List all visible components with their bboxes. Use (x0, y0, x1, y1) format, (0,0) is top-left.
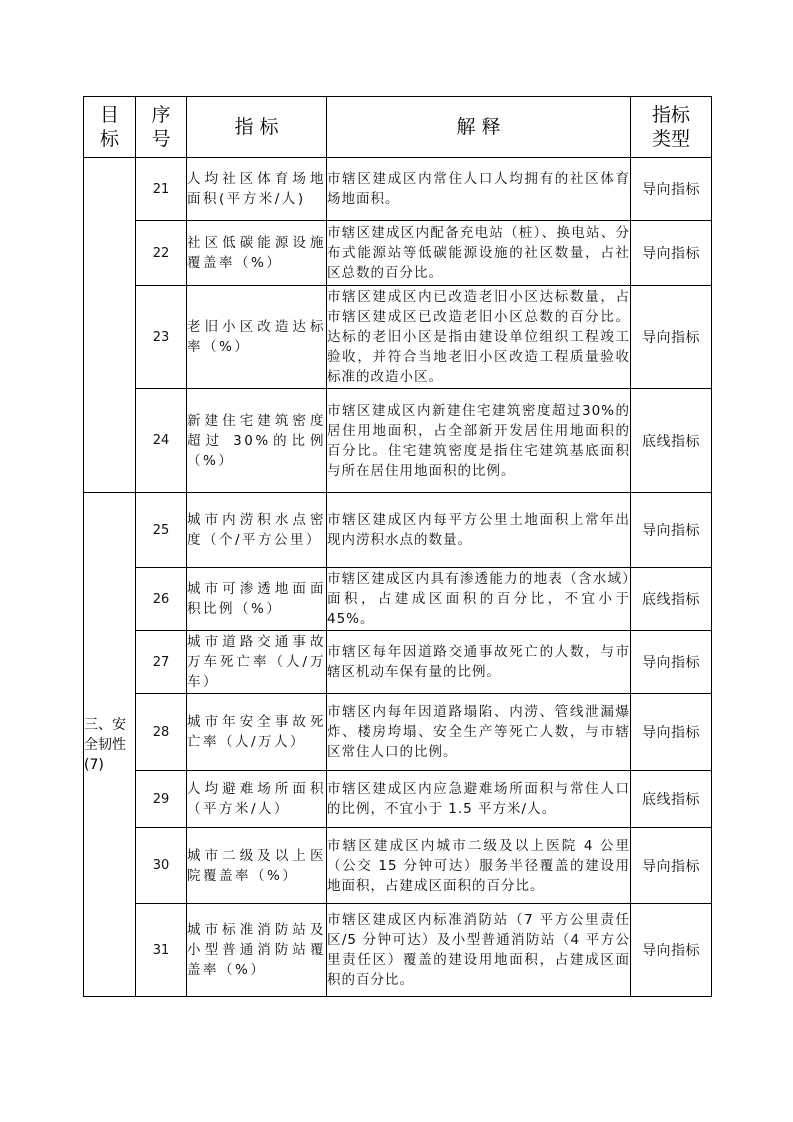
type-cell: 导向指标 (631, 631, 712, 694)
explanation-cell: 市辖区建成区内常住人口人均拥有的社区体育场地面积。 (327, 158, 631, 221)
table-row (84, 694, 712, 771)
explanation-cell: 市辖区建成区内新建住宅建筑密度超过30%的居住用地面积，占全部新开发居住用地面积的百分比。住宅建筑密度是指住宅建筑基底面积与所在居住用地面积的比例。 (327, 389, 631, 493)
explanation-cell: 市辖区内每年因道路塌陷、内涝、管线泄漏爆炸、楼房垮塌、安全生产等死亡人数，与市辖区常住人口的比例。 (327, 694, 631, 771)
header-indicator: 指 标 (187, 97, 327, 158)
type-cell: 底线指标 (631, 568, 712, 631)
explanation-cell: 市辖区建成区内具有渗透能力的地表（含水域）面积，占建成区面积的百分比，不宜小于 45%。 (327, 568, 631, 631)
explanation-cell: 市辖区建成区内应急避难场所面积与常住人口的比例，不宜小于 1.5 平方米/人。 (327, 771, 631, 828)
header-goal: 目标 (84, 97, 136, 158)
explanation-cell: 市辖区建成区内标准消防站（7 平方公里责任区/5 分钟可达）及小型普通消防站（4 平方公里责任区）覆盖的建设用地面积，占建成区面积的百分比。 (327, 904, 631, 997)
goal-cell-safety-resilience: 三、安全韧性(7) (84, 493, 136, 997)
type-cell: 导向指标 (631, 493, 712, 568)
goal-cell (84, 158, 136, 493)
indicator-cell: 城市道路交通事故万车死亡率（人/万车） (187, 631, 327, 694)
explanation-cell: 市辖区建成区内每平方公里土地面积上常年出现内涝积水点的数量。 (327, 493, 631, 568)
indicator-cell: 人均避难场所面积（平方米/人） (187, 771, 327, 828)
explanation-cell: 市辖区每年因道路交通事故死亡的人数，与市辖区机动车保有量的比例。 (327, 631, 631, 694)
seq-cell: 24 (136, 389, 187, 493)
table-row (84, 493, 712, 568)
seq-cell: 28 (136, 694, 187, 771)
table-row (84, 389, 712, 493)
table-row (84, 221, 712, 286)
seq-cell: 30 (136, 828, 187, 904)
table-row (84, 286, 712, 389)
seq-cell: 23 (136, 286, 187, 389)
indicator-cell: 新建住宅建筑密度超过 30%的比例（%） (187, 389, 327, 493)
seq-cell: 21 (136, 158, 187, 221)
indicator-cell: 城市标准消防站及小型普通消防站覆盖率（%） (187, 904, 327, 997)
table-row (84, 904, 712, 997)
type-cell: 导向指标 (631, 904, 712, 997)
type-cell: 导向指标 (631, 828, 712, 904)
seq-cell: 29 (136, 771, 187, 828)
indicator-cell: 城市内涝积水点密度（个/平方公里） (187, 493, 327, 568)
type-cell: 底线指标 (631, 389, 712, 493)
explanation-cell: 市辖区建成区内城市二级及以上医院 4 公里（公交 15 分钟可达）服务半径覆盖的建设用地面积，占建成区面积的百分比。 (327, 828, 631, 904)
header-explanation: 解 释 (327, 97, 631, 158)
indicator-cell: 城市二级及以上医院覆盖率（%） (187, 828, 327, 904)
indicator-cell: 社区低碳能源设施覆盖率（%） (187, 221, 327, 286)
indicator-cell: 老旧小区改造达标率（%） (187, 286, 327, 389)
explanation-cell: 市辖区建成区内配备充电站（桩）、换电站、分布式能源站等低碳能源设施的社区数量，占社区总数的百分比。 (327, 221, 631, 286)
seq-cell: 31 (136, 904, 187, 997)
type-cell: 导向指标 (631, 286, 712, 389)
table-row (84, 631, 712, 694)
header-seq: 序号 (136, 97, 187, 158)
table-row (84, 568, 712, 631)
explanation-cell: 市辖区建成区内已改造老旧小区达标数量，占市辖区建成区已改造老旧小区总数的百分比。达标的老旧小区是指由建设单位组织工程竣工验收，并符合当地老旧小区改造工程质量验收标准的改造小区。 (327, 286, 631, 389)
table-row (84, 158, 712, 221)
seq-cell: 25 (136, 493, 187, 568)
seq-cell: 22 (136, 221, 187, 286)
indicator-cell: 城市年安全事故死亡率（人/万人） (187, 694, 327, 771)
header-type: 指标类型 (631, 97, 712, 158)
header-row (84, 97, 712, 158)
seq-cell: 27 (136, 631, 187, 694)
type-cell: 底线指标 (631, 771, 712, 828)
type-cell: 导向指标 (631, 221, 712, 286)
indicator-cell: 人均社区体育场地面积(平方米/人) (187, 158, 327, 221)
indicator-cell: 城市可渗透地面面积比例（%） (187, 568, 327, 631)
type-cell: 导向指标 (631, 694, 712, 771)
table-row (84, 771, 712, 828)
seq-cell: 26 (136, 568, 187, 631)
type-cell: 导向指标 (631, 158, 712, 221)
indicator-table (83, 96, 712, 997)
table-row (84, 828, 712, 904)
